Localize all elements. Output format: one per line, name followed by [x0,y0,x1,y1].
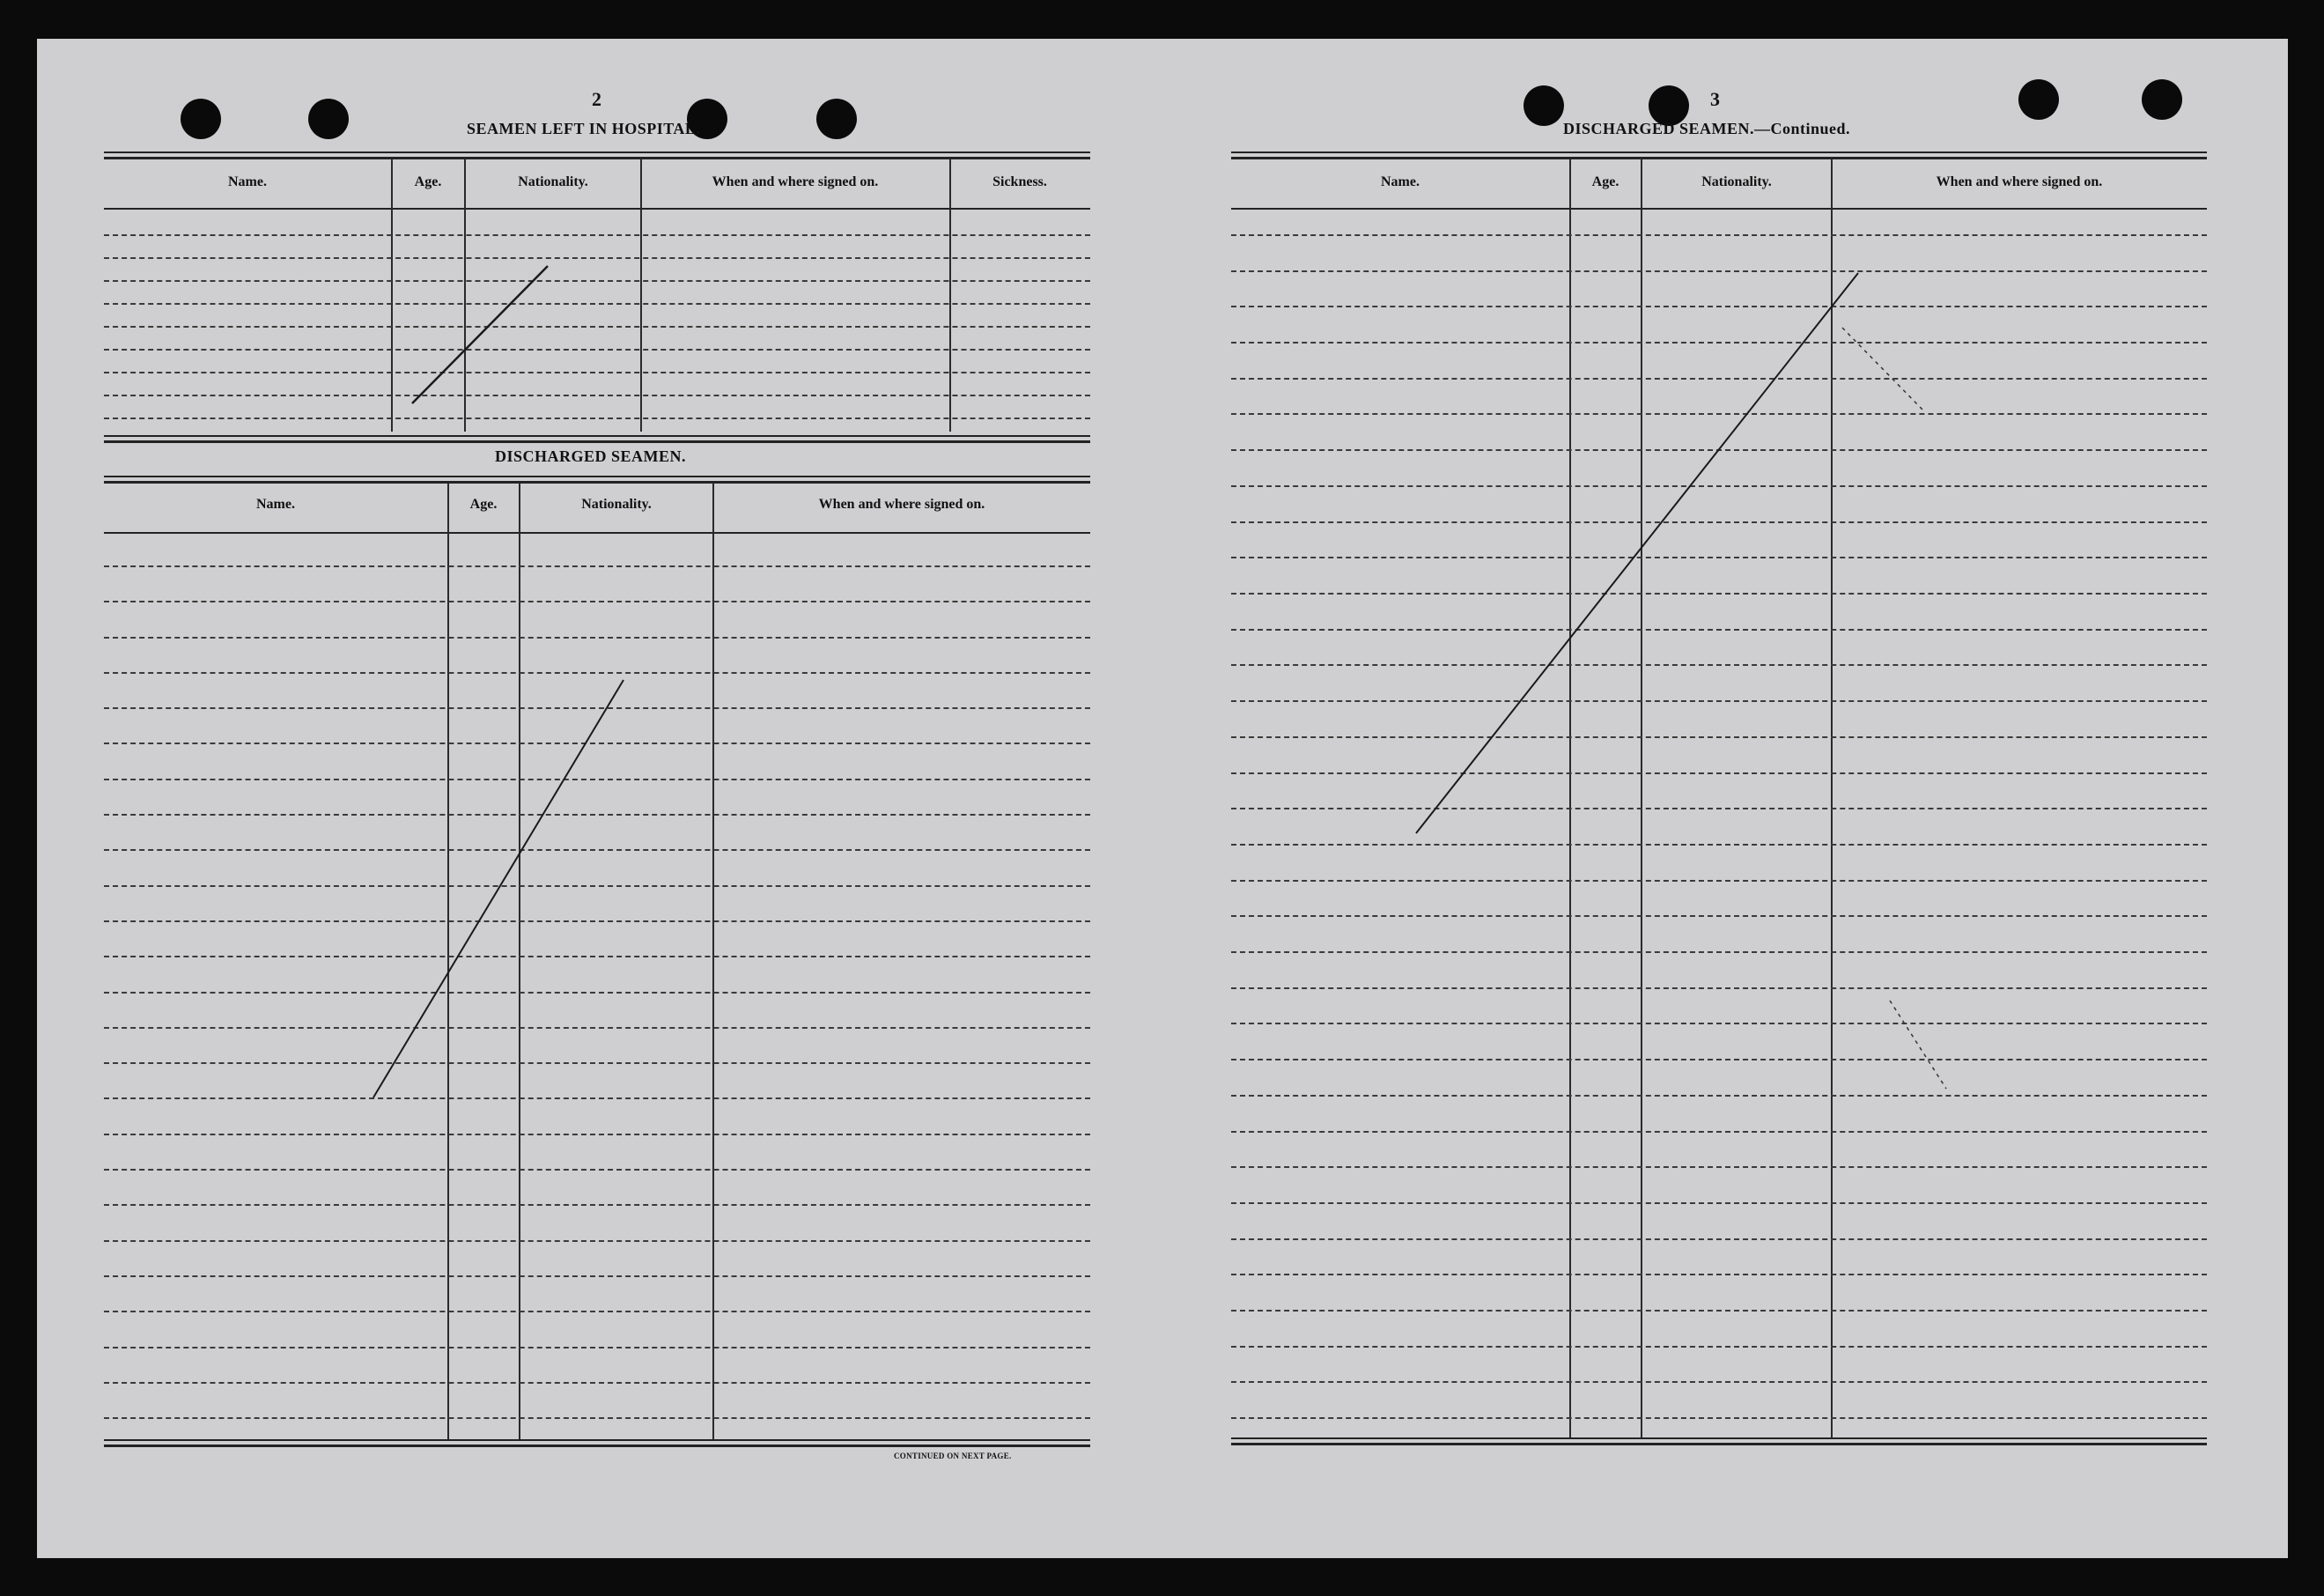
entry-row [1231,521,2207,523]
continued-header-nationality: Nationality. [1701,174,1772,189]
punch-hole [2018,79,2059,120]
table-bottom-rule [1231,1443,2207,1445]
discharged-continued-title: DISCHARGED SEAMEN.—Continued. [1563,120,1851,137]
table-rule [104,476,1090,477]
hospital-header-name: Name. [228,174,267,189]
punch-hole [181,99,221,139]
punch-hole [1524,85,1564,126]
page-number-right: 3 [1710,88,1720,110]
entry-row [1231,1095,2207,1097]
continued-header-name: Name. [1381,174,1420,189]
table-bottom-rule [104,1439,1090,1441]
entry-row [104,779,1090,780]
entry-row [1231,736,2207,738]
table-rule [104,481,1090,484]
entry-row [104,372,1090,373]
entry-row [1231,593,2207,595]
punch-hole [816,99,857,139]
discharged-header-signed-on: When and where signed on. [818,497,985,512]
entry-row [104,637,1090,639]
entry-row [104,417,1090,419]
entry-row [1231,1381,2207,1383]
hospital-section-title: SEAMEN LEFT IN HOSPITAL. [467,120,701,137]
entry-row [1231,342,2207,344]
entry-row [104,743,1090,744]
entry-row [1231,449,2207,451]
discharged-header-nationality: Nationality. [581,497,652,512]
entry-row [104,1417,1090,1419]
hospital-header-sickness: Sickness. [992,174,1047,189]
header-underline [1231,208,2207,210]
entry-row [104,885,1090,887]
entry-row [104,920,1090,922]
entry-row [104,1097,1090,1099]
column-rule [464,159,466,432]
discharged-header-name: Name. [256,497,295,512]
entry-row [1231,1202,2207,1204]
section-rule [104,440,1090,443]
entry-row [104,1311,1090,1312]
entry-row [1231,378,2207,380]
continued-note: CONTINUED ON NEXT PAGE. [894,1452,1012,1460]
entry-row [1231,664,2207,666]
column-rule [640,159,642,432]
entry-row [1231,1238,2207,1240]
entry-row [1231,557,2207,558]
entry-row [1231,700,2207,702]
entry-row [1231,1023,2207,1024]
document-sheet [37,39,2288,1558]
header-underline [104,532,1090,534]
entry-row [1231,915,2207,917]
entry-row [1231,485,2207,487]
column-rule [519,483,520,1441]
hospital-header-age: Age. [414,174,442,189]
entry-row [104,1347,1090,1348]
table-rule [104,157,1090,159]
entry-row [104,1169,1090,1171]
column-rule [1831,159,1833,1437]
entry-row [1231,987,2207,989]
discharged-section-title: DISCHARGED SEAMEN. [495,447,687,465]
table-rule [104,151,1090,153]
page-number-left: 2 [592,88,601,110]
column-rule [949,159,951,432]
entry-row [104,1027,1090,1029]
entry-row [1231,772,2207,774]
entry-row [1231,880,2207,882]
hospital-header-signed-on: When and where signed on. [712,174,879,189]
entry-row [104,707,1090,709]
entry-row [104,257,1090,259]
discharged-header-age: Age. [469,497,498,512]
entry-row [1231,1310,2207,1312]
entry-row [1231,951,2207,953]
entry-row [1231,1417,2207,1419]
entry-row [104,303,1090,305]
entry-row [1231,808,2207,809]
entry-row [1231,629,2207,631]
entry-row [1231,270,2207,272]
entry-row [104,1204,1090,1206]
entry-row [104,849,1090,851]
column-rule [1641,159,1642,1437]
punch-hole [308,99,349,139]
entry-row [104,672,1090,674]
column-rule [391,159,393,432]
column-rule [712,483,714,1441]
punch-hole [2142,79,2182,120]
entry-row [1231,413,2207,415]
entry-row [104,1134,1090,1135]
entry-row [104,565,1090,567]
table-rule [1231,151,2207,153]
column-rule [447,483,449,1441]
table-bottom-rule [104,1445,1090,1447]
entry-row [1231,1346,2207,1348]
entry-row [1231,1166,2207,1168]
entry-row [104,814,1090,816]
column-rule [1569,159,1571,1437]
entry-row [104,956,1090,957]
table-rule [1231,157,2207,159]
table-bottom-rule [1231,1437,2207,1439]
entry-row [104,1275,1090,1277]
entry-row [1231,844,2207,846]
hospital-header-nationality: Nationality. [518,174,588,189]
entry-row [1231,306,2207,307]
header-underline [104,208,1090,210]
entry-row [1231,1274,2207,1275]
entry-row [1231,234,2207,236]
entry-row [104,1240,1090,1242]
entry-row [104,234,1090,236]
section-rule [104,435,1090,437]
entry-row [104,349,1090,351]
entry-row [104,601,1090,602]
continued-header-signed-on: When and where signed on. [1936,174,2103,189]
entry-row [1231,1059,2207,1060]
entry-row [104,326,1090,328]
entry-row [104,1382,1090,1384]
entry-row [104,1062,1090,1064]
continued-header-age: Age. [1591,174,1619,189]
entry-row [1231,1131,2207,1133]
entry-row [104,395,1090,396]
entry-row [104,992,1090,994]
entry-row [104,280,1090,282]
